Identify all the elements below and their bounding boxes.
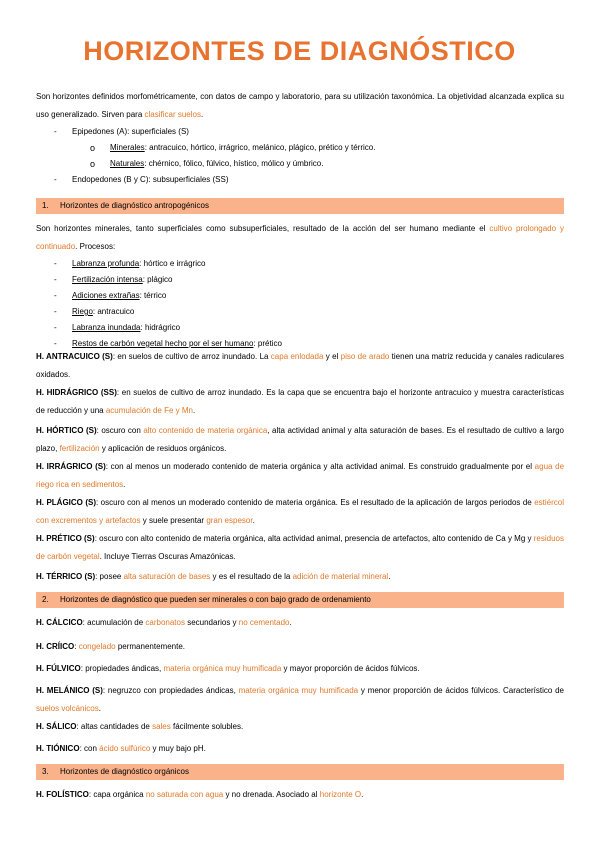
minerales-item <box>110 140 375 156</box>
horizon-text: , alta actividad animal y alta saturación de bases. Es el resultado de cultivo a largo plazo, <box>36 426 565 453</box>
horizon-highlight: materia orgánica muy humificada <box>163 664 282 673</box>
horizon-salico <box>36 718 564 736</box>
horizon-text: : propiedades ándicas, <box>80 664 164 673</box>
process-result: : hórtico e irrágrico <box>139 259 206 268</box>
horizon-folistico <box>36 786 564 804</box>
horizon-name: H. CRÍICO <box>36 642 75 651</box>
horizon-name: H. HIDRÁGRICO (SS) <box>36 388 117 397</box>
process-item <box>72 288 166 304</box>
horizon-name: H. ANTRACUICO (S) <box>36 352 113 361</box>
horizon-text: : oscuro con al menos un moderado contenido de materia orgánica. Es el resultado de la aplicación de largos periodos de <box>96 498 535 507</box>
dash-bullet: - <box>54 275 57 284</box>
naturales-label: Naturales <box>110 159 145 168</box>
horizon-melanico <box>36 682 564 718</box>
horizon-highlight: materia orgánica muy humificada <box>238 686 359 695</box>
horizon-text: y muy bajo pH. <box>150 744 206 753</box>
dash-bullet: - <box>54 291 57 300</box>
section-title: Horizontes de diagnóstico antropogénicos <box>60 201 209 210</box>
circle-bullet: o <box>90 143 96 153</box>
horizon-text: : capa orgánica <box>88 790 146 799</box>
process-name: Adiciones extrañas <box>72 291 140 300</box>
naturales-item <box>110 156 323 172</box>
horizon-highlight: alta saturación de bases <box>123 572 211 581</box>
horizon-highlight: no cementado <box>238 618 290 627</box>
intro-paragraph <box>36 88 564 124</box>
horizon-highlight: acumulación de Fe y Mn <box>105 406 193 415</box>
horizon-text: y suele presentar <box>140 516 207 525</box>
horizon-name: H. MELÁNICO (S) <box>36 686 103 695</box>
horizon-hidragrico <box>36 384 564 420</box>
horizon-highlight: fertilización <box>59 444 100 453</box>
horizon-text: : oscuro con <box>96 426 144 435</box>
intro-highlight: clasificar suelos <box>144 110 201 119</box>
horizon-antracuico <box>36 348 564 384</box>
horizon-text: tienen una matriz reducida y canales radiculares oxidados. <box>36 352 564 379</box>
process-result: : antracuico <box>92 307 135 316</box>
horizon-text: . <box>252 516 255 525</box>
sec1-intro <box>36 220 564 256</box>
dash-bullet: - <box>54 259 57 268</box>
horizon-pretico <box>36 530 564 566</box>
horizon-highlight: estiércol con excrementos y artefactos <box>36 498 564 525</box>
horizon-text: . <box>388 572 391 581</box>
horizon-text: y menor proporción de ácidos fúlvicos. Característico de <box>358 686 564 695</box>
horizon-text: : oscuro con alto contenido de materia orgánica, alta actividad animal, presencia de artefactos, alto contenido de Ca y Mg y <box>94 534 534 543</box>
horizon-text: : en suelos de cultivo de arroz inundado. Es la capa que se encuentra bajo el horizonte antracuico y muestra características de reducción y una <box>36 388 564 415</box>
dash-bullet: - <box>54 175 57 184</box>
dash-bullet: - <box>54 323 57 332</box>
dash-bullet: - <box>54 307 57 316</box>
horizon-highlight: sales <box>152 722 171 731</box>
horizon-fulvico <box>36 660 564 678</box>
dash-bullet: - <box>54 339 57 348</box>
process-name: Fertilización intensa <box>72 275 143 284</box>
horizon-text: : con <box>79 744 100 753</box>
horizon-text: secundarios y <box>184 618 239 627</box>
sec1-intro-text: Son horizontes minerales, tanto superficiales como subsuperficiales, resultado de la acción del ser humano mediante el <box>36 224 490 233</box>
circle-bullet: o <box>90 159 96 169</box>
process-result: : prético <box>253 339 282 348</box>
intro-end: . <box>200 110 204 119</box>
horizon-text: . <box>98 704 101 713</box>
process-result: : térrico <box>139 291 167 300</box>
horizon-name: H. PRÉTICO (S) <box>36 534 95 543</box>
horizon-text: : acumulación de <box>82 618 146 627</box>
horizon-name: H. PLÁGICO (S) <box>36 498 96 507</box>
horizon-text: : con al menos un moderado contenido de materia orgánica y alta actividad animal. Es construido gradualmente por el <box>105 462 535 471</box>
horizon-terrico <box>36 568 564 586</box>
horizon-text: . <box>192 406 196 415</box>
horizon-highlight: no saturada con agua <box>145 790 224 799</box>
horizon-criico <box>36 638 564 656</box>
section-header-2 <box>36 592 564 608</box>
process-item <box>72 272 173 288</box>
process-name: Labranza profunda <box>72 259 140 268</box>
horizon-name: H. FÚLVICO <box>36 664 81 673</box>
section-number: 2. <box>42 595 49 604</box>
horizon-text: : <box>74 642 79 651</box>
horizon-tionico <box>36 740 564 758</box>
horizon-name: H. TIÓNICO <box>36 744 80 753</box>
horizon-text: y es el resultado de la <box>210 572 293 581</box>
intro-text: Son horizontes definidos morfométricamente, con datos de campo y laboratorio, para su utilización taxonómica. La objetividad alcanzada explica su uso generalizado. Sirven para <box>36 92 564 119</box>
horizon-highlight: congelado <box>78 642 116 651</box>
horizon-name: H. CÁLCICO <box>36 618 83 627</box>
process-item <box>72 320 180 336</box>
horizon-name: H. TÉRRICO (S) <box>36 572 96 581</box>
horizon-text: y mayor proporción de ácidos fúlvicos. <box>281 664 420 673</box>
horizon-highlight: piso de arado <box>340 352 390 361</box>
section-title: Horizontes de diagnóstico que pueden ser minerales o con bajo grado de ordenamiento <box>60 595 371 604</box>
section-number: 3. <box>42 767 49 776</box>
dash-bullet: - <box>54 127 57 136</box>
horizon-highlight: horizonte O <box>319 790 362 799</box>
horizon-text: . <box>289 618 292 627</box>
horizon-highlight: alto contenido de materia orgánica <box>143 426 268 435</box>
minerales-label: Minerales <box>110 143 145 152</box>
page-title: HORIZONTES DE DIAGNÓSTICO <box>83 36 516 66</box>
horizon-name: H. HÓRTICO (S) <box>36 426 97 435</box>
horizon-text: : altas cantidades de <box>76 722 153 731</box>
horizon-hortico <box>36 422 564 458</box>
horizon-text: : posee <box>95 572 124 581</box>
horizon-text: . Incluye Tierras Oscuras Amazónicas. <box>99 552 236 561</box>
sec1-intro-highlight: cultivo prolongado y continuado <box>36 224 565 251</box>
horizon-text: y aplicación de residuos orgánicos. <box>99 444 227 453</box>
minerales-text: : antracuico, hórtico, irrágrico, melánico, plágico, prético y térrico. <box>144 143 376 152</box>
process-item <box>72 256 205 272</box>
section-header-3 <box>36 764 564 780</box>
endopedones-item: Endopedones (B y C): subsuperficiales (SS) <box>72 175 229 184</box>
horizon-calcico <box>36 614 564 632</box>
horizon-text: . <box>361 790 364 799</box>
horizon-highlight: gran espesor <box>206 516 253 525</box>
process-result: : plágico <box>142 275 173 284</box>
process-name: Labranza inundada <box>72 323 141 332</box>
horizon-name: H. IRRÁGRICO (S) <box>36 462 106 471</box>
horizon-text: . <box>123 480 126 489</box>
sec1-intro-end: . Procesos: <box>75 242 116 251</box>
section-number: 1. <box>42 201 49 210</box>
horizon-highlight: capa enlodada <box>270 352 324 361</box>
horizon-name: H. FOLÍSTICO <box>36 790 89 799</box>
section-title: Horizontes de diagnóstico orgánicos <box>60 767 189 776</box>
horizon-name: H. SÁLICO <box>36 722 77 731</box>
process-name: Restos de carbón vegetal hecho por el ser humano <box>72 339 254 348</box>
horizon-highlight: agua de riego rica en sedimentos <box>36 462 565 489</box>
horizon-highlight: adición de material mineral <box>292 572 389 581</box>
section-header-1 <box>36 198 564 214</box>
horizon-text: permanentemente. <box>115 642 185 651</box>
process-result: : hidrágrico <box>140 323 181 332</box>
horizon-irragrico <box>36 458 564 494</box>
horizon-text: : en suelos de cultivo de arroz inundado. La <box>112 352 271 361</box>
horizon-text: fácilmente solubles. <box>170 722 244 731</box>
horizon-highlight: carbonatos <box>145 618 185 627</box>
horizon-text: : negruzco con propiedades ándicas, <box>102 686 239 695</box>
horizon-highlight: ácido sulfúrico <box>99 744 151 753</box>
naturales-text: : chérnico, fólico, fúlvico, hístico, mólico y úmbrico. <box>144 159 324 168</box>
horizon-plagico <box>36 494 564 530</box>
process-name: Riego <box>72 307 93 316</box>
process-item <box>72 304 134 320</box>
horizon-text: y el <box>323 352 341 361</box>
epipedones-item: Epipedones (A): superficiales (S) <box>72 127 189 136</box>
horizon-text: y no drenada. Asociado al <box>223 790 320 799</box>
horizon-highlight: residuos de carbón vegetal <box>36 534 564 561</box>
horizon-highlight: suelos volcánicos <box>36 704 99 713</box>
